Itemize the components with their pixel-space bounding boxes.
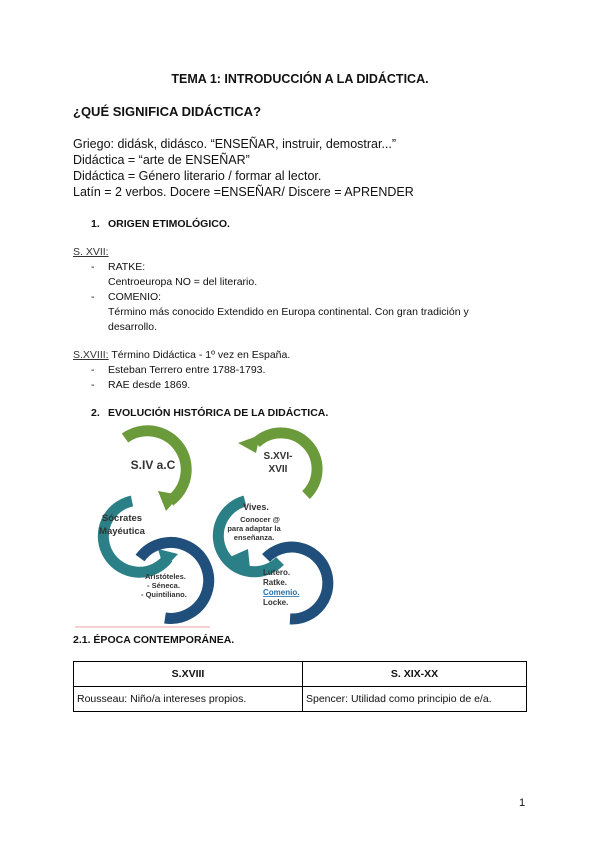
intro-line: Didáctica = Género literario / formar al lector. <box>73 169 322 183</box>
table-header: S. XIX-XX <box>303 662 527 687</box>
right-mid-line: Conocer @ <box>240 515 280 524</box>
s18-text: Término Didáctica - 1º vez en España. <box>108 349 291 361</box>
list-item-detail: Término más conocido Extendido en Europa continental. Con gran tradición y <box>108 306 469 318</box>
question-heading: ¿QUÉ SIGNIFICA DIDÁCTICA? <box>73 104 262 119</box>
left-bottom-label: Aristóteles. <box>145 572 186 581</box>
list-dash: - <box>91 379 95 391</box>
list-item-detail: desarrollo. <box>108 321 158 333</box>
section1-heading: ORIGEN ETIMOLÓGICO. <box>108 218 230 230</box>
table-cell: Rousseau: Niño/a intereses propios. <box>74 687 303 712</box>
s18-label: S.XVIII: <box>73 349 109 361</box>
list-item-comenio: COMENIO: <box>108 291 162 303</box>
right-bottom-label: Lutero. <box>263 568 291 577</box>
arrow-head-icon <box>238 435 260 453</box>
left-cycle <box>99 431 209 619</box>
table-header-row <box>74 662 527 687</box>
section1-number: 1. <box>91 218 100 230</box>
era-table <box>73 661 527 712</box>
list-item-detail: Centroeuropa NO = del literario. <box>108 276 258 288</box>
page-number: 1 <box>519 797 526 809</box>
section2-number: 2. <box>91 407 100 419</box>
right-cycle <box>218 433 328 619</box>
s18-line <box>73 348 290 363</box>
s17-list <box>0 260 600 335</box>
left-bottom-label: - Séneca. <box>147 581 180 590</box>
right-mid-title: Vives. <box>243 502 269 512</box>
left-top-label: S.IV a.C <box>130 458 176 472</box>
page-title: TEMA 1: INTRODUCCIÓN A LA DIDÁCTICA. <box>171 72 429 86</box>
right-bottom-label: Locke. <box>263 598 289 607</box>
right-top-label: XVII <box>268 464 288 475</box>
s17-label: S. XVII: <box>73 246 109 258</box>
intro-line: Griego: didásk, didásco. “ENSEÑAR, instruir, demostrar...” <box>73 137 397 151</box>
subsection-heading: 2.1. ÉPOCA CONTEMPORÁNEA. <box>73 634 235 646</box>
left-bottom-label: - Quintiliano. <box>141 590 187 599</box>
right-bottom-label: Comenio. <box>263 588 300 597</box>
table-cell: Spencer: Utilidad como principio de e/a. <box>303 687 527 712</box>
intro-line: Latín = 2 verbos. Docere =ENSEÑAR/ Discere = APRENDER <box>73 185 414 199</box>
right-mid-line: enseñanza. <box>233 533 275 542</box>
left-mid-label: Mayéutica <box>99 526 145 537</box>
section2-heading: EVOLUCIÓN HISTÓRICA DE LA DIDÁCTICA. <box>108 407 329 419</box>
history-cycle-diagram <box>70 423 350 633</box>
list-item: RAE desde 1869. <box>108 379 191 391</box>
table-header: S.XVIII <box>74 662 303 687</box>
intro-block <box>73 136 414 200</box>
s18-list <box>0 363 600 395</box>
list-dash: - <box>91 261 95 273</box>
left-mid-label: Sócrates <box>101 513 143 524</box>
table-row <box>74 687 527 712</box>
list-item-ratke: RATKE: <box>108 261 146 273</box>
right-mid-line: para adaptar la <box>227 524 281 533</box>
intro-line: Didáctica = “arte de ENSEÑAR” <box>73 153 250 167</box>
list-dash: - <box>91 364 95 376</box>
list-dash: - <box>91 291 95 303</box>
right-top-label: S.XVI- <box>263 451 293 462</box>
right-bottom-label: Ratke. <box>263 578 288 587</box>
list-item: Esteban Terrero entre 1788-1793. <box>108 364 266 376</box>
